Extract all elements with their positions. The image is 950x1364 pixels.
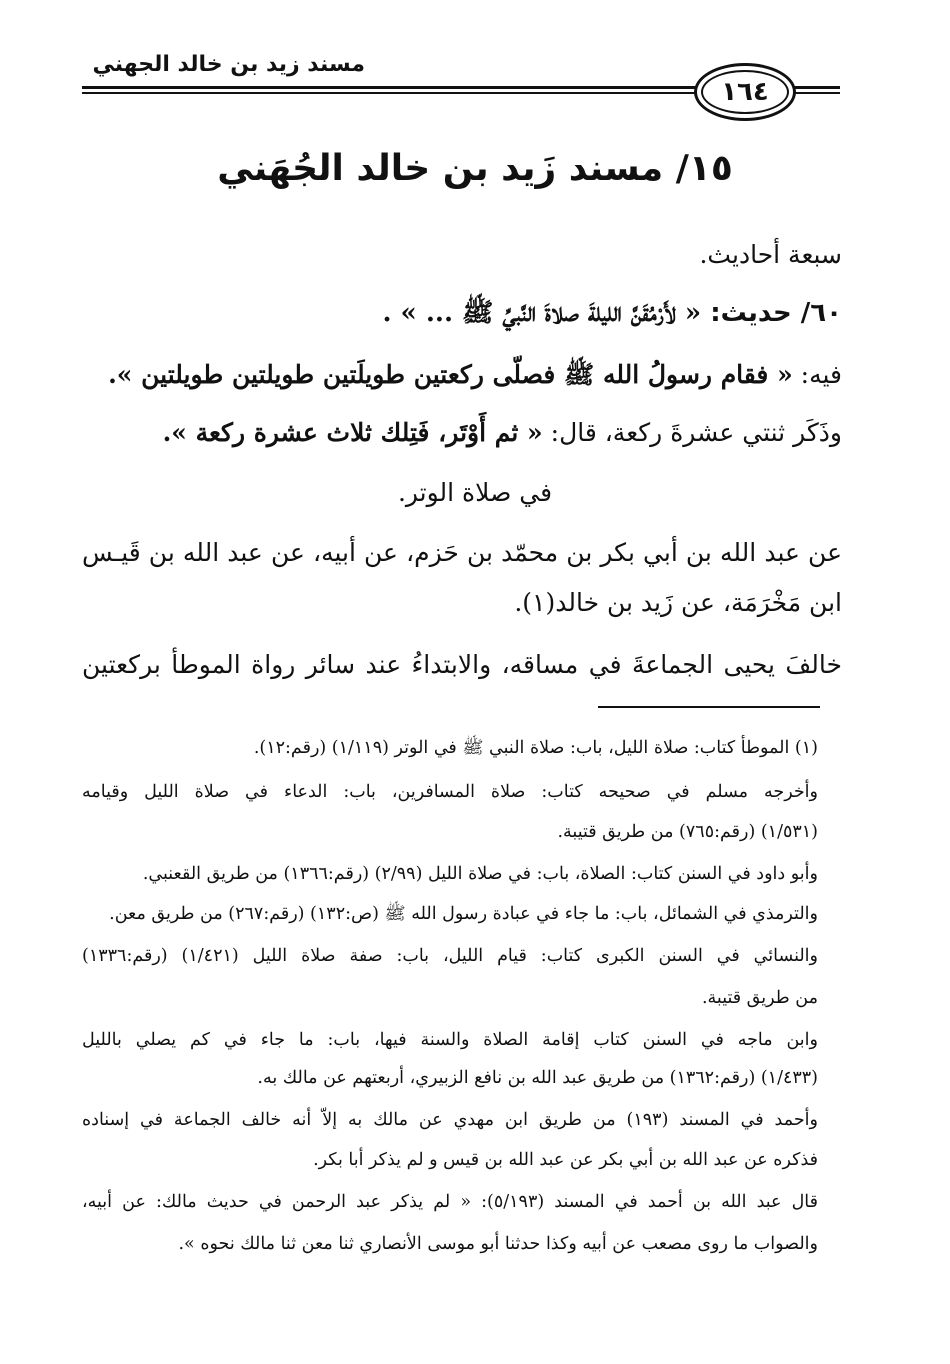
footnote-separator (598, 706, 820, 708)
hadith-heading (382, 298, 842, 329)
hadith-text: « لأَرْمُقَنَّ الليلةَ صلاةَ النَّبيِّ ﷺ ... » . (382, 298, 702, 328)
footnote-line: (١/٥٣١) (رقم:٧٦٥) من طريق قتيبة. (557, 822, 818, 842)
fih-quote: « فقام رسولُ الله ﷺ فصلّى ركعتين طويلَتين طويلتين طويلتين ». (108, 360, 793, 389)
fih-prefix: فيه: (800, 360, 842, 389)
footnote-line: فذكره عن عبد الله بن أبي بكر عن عبد الله بن قيس و لم يذكر أبا بكر. (313, 1150, 818, 1170)
footnote-line: والنسائي في السنن الكبرى كتاب: قيام الليل، باب: صفة صلاة الليل (١/٤٢١) (رقم:١٣٣٦) (82, 946, 818, 966)
footnote-line: (١/٤٣٣) (رقم:١٣٦٢) من طريق عبد الله بن نافع الزبيري، أربعتهم عن مالك به. (257, 1068, 818, 1088)
running-title: مسند زيد بن خالد الجهني (92, 52, 365, 77)
footnote-line: وأبو داود في السنن كتاب: الصلاة، باب: في صلاة الليل (٢/٩٩) (رقم:١٣٦٦) من طريق القعنبي. (142, 864, 818, 884)
footnote-line: وابن ماجه في السنن كتاب إقامة الصلاة والسنة فيها، باب: ما جاء في كم يصلي بالليل (82, 1030, 818, 1050)
footnote-line: والترمذي في الشمائل، باب: ما جاء في عبادة رسول الله ﷺ (ص:١٣٢) (رقم:٢٦٧) من طريق معن. (109, 904, 818, 924)
hadith-label: ٦٠/ حديث: (710, 298, 842, 328)
chapter-title: ١٥/ مسند زَيد بن خالد الجُهَني (217, 148, 733, 189)
count-note: سبعة أحاديث. (699, 240, 842, 269)
section-label: في صلاة الوتر. (397, 478, 553, 507)
dhakar-quote: « ثم أَوْتَر، فَتِلك ثلاث عشرة ركعة ». (162, 418, 543, 447)
footnote-line: من طريق قتيبة. (701, 988, 818, 1008)
body-line-dhakar (163, 418, 842, 448)
khilaf-line: خالفَ يحيى الجماعةَ في مساقه، والابتداءُ عند سائر رواة الموطأ بركعتين (82, 650, 842, 679)
footnote-line: قال عبد الله بن أحمد في المسند (٥/١٩٣): « لم يذكر عبد الرحمن في حديث مالك: عن أبيه، (82, 1192, 818, 1212)
page-number: ١٦٤ (721, 77, 769, 107)
isnad-line-1: عن عبد الله بن أبي بكر بن محمّد بن حَزم، عن أبيه، عن عبد الله بن قَيـس (82, 538, 842, 567)
footnote-line: (١) الموطأ كتاب: صلاة الليل، باب: صلاة النبي ﷺ في الوتر (١/١١٩) (رقم:١٢). (253, 738, 818, 758)
page-number-badge (694, 63, 796, 121)
footnote-line: وأخرجه مسلم في صحيحه كتاب: صلاة المسافرين، باب: الدعاء في صلاة الليل وقيامه (82, 782, 818, 802)
isnad-line-2: ابن مَخْرَمَة، عن زَيد بن خالد(١). (514, 588, 842, 617)
footnote-line: والصواب ما روى مصعب عن أبيه وكذا حدثنا أبو موسى الأنصاري ثنا معن ثنا مالك نحوه ». (178, 1234, 818, 1254)
footnote-line: وأحمد في المسند (١٩٣) من طريق ابن مهدي عن مالك به إلاّ أنه خالف الجماعة في إسناده (82, 1110, 818, 1130)
dhakar-prefix: وذَكَر ثنتي عشرةَ ركعة، قال: (550, 418, 842, 447)
body-line-fih (108, 360, 842, 390)
